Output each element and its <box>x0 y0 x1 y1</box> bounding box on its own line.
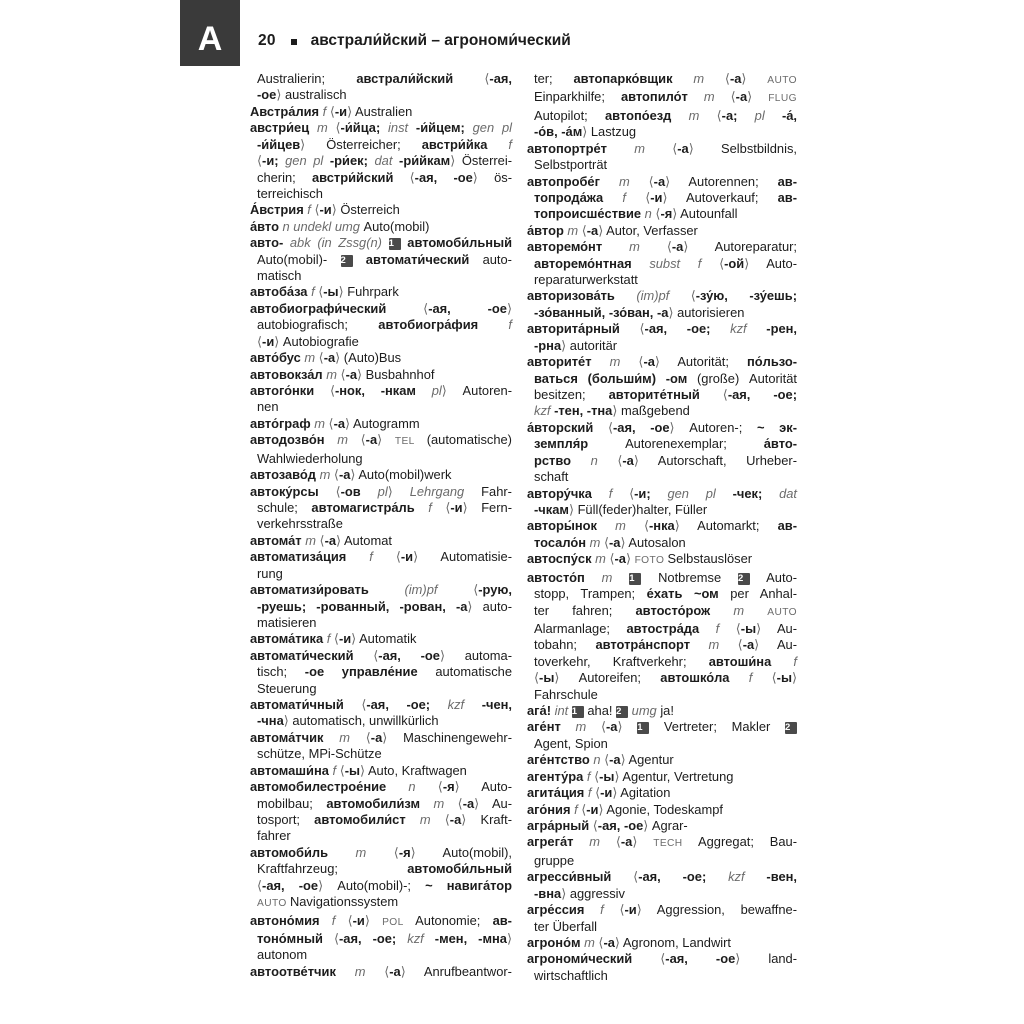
dictionary-line: autobiografisch; автобиогра́фия f <box>257 317 513 333</box>
dictionary-line: Auto(mobil)- 2 автомати́ческий auto- <box>257 251 512 267</box>
dictionary-line: а́вто n undekl umg Auto(mobil) <box>250 218 430 234</box>
dictionary-content <box>250 71 797 984</box>
dictionary-line: Fahrschule <box>534 686 598 702</box>
dictionary-line: schütze, MPi-Schütze <box>257 746 382 762</box>
dictionary-line: авторемо́нт m ⟨-а⟩ Autoreparatur; <box>527 239 797 255</box>
dictionary-line: автору́чка f ⟨-и; gen pl -чек; dat <box>527 485 797 501</box>
dictionary-line: cherin; австри́йский ⟨-ая, -ое⟩ ös- <box>257 169 512 185</box>
dictionary-line: авторита́рный ⟨-ая, -ое; kzf -рен, <box>527 321 798 337</box>
dictionary-line: автома́тика f ⟨-и⟩ Automatik <box>250 631 417 647</box>
dictionary-line: автовокза́л m ⟨-а⟩ Busbahnhof <box>250 366 435 382</box>
dictionary-line: Autopilot; автопо́езд m ⟨-а; pl -а́, <box>534 107 798 123</box>
dictionary-line: autonom <box>257 947 308 963</box>
dictionary-line: рство n ⟨-а⟩ Autorschaft, Urheber- <box>534 452 797 468</box>
dictionary-line: агресси́вный ⟨-ая, -ое; kzf -вен, <box>527 869 798 885</box>
dictionary-line: tosport; автомобили́ст m ⟨-а⟩ Kraft- <box>257 811 512 827</box>
dictionary-line: автодозво́н m ⟨-а⟩ TEL (automatische) <box>250 432 512 448</box>
dictionary-line: агенту́ра f ⟨-ы⟩ Agentur, Vertretung <box>527 768 734 784</box>
dictionary-line: агрономи́ческий ⟨-ая, -ое⟩ land- <box>527 951 797 967</box>
dictionary-line: авторизова́ть (im)pf ⟨-зу́ю, -зу́ешь; <box>527 288 797 304</box>
dictionary-line: -ое⟩ australisch <box>257 87 347 103</box>
dictionary-line: автомаши́на f ⟨-ы⟩ Auto, Kraftwagen <box>250 762 467 778</box>
dictionary-line: tobahn; автотра́нспорт m ⟨-а⟩ Au- <box>534 637 797 653</box>
dictionary-line: аге́нтство n ⟨-а⟩ Agentur <box>527 752 674 768</box>
dictionary-line: verkehrsstraße <box>257 516 343 532</box>
dictionary-line: аго́ния f ⟨-и⟩ Agonie, Todeskampf <box>527 801 723 817</box>
dictionary-line: автоматиза́ция f ⟨-и⟩ Automatisie- <box>250 549 513 565</box>
dictionary-line: А́встрия f ⟨-и⟩ Österreich <box>250 202 400 218</box>
tab-letter: A <box>197 19 223 58</box>
dictionary-line: авторите́т m ⟨-а⟩ Autorität; по́льзо- <box>527 354 797 370</box>
right-column <box>527 71 797 984</box>
dictionary-line: а́втор m ⟨-а⟩ Autor, Verfasser <box>527 222 698 238</box>
dictionary-line: besitzen; авторите́тный ⟨-ая, -ое; <box>534 387 797 403</box>
dictionary-line: reparaturwerkstatt <box>534 272 638 288</box>
dictionary-line: агроно́м m ⟨-а⟩ Agronom, Landwirt <box>527 934 732 950</box>
dictionary-line: Agent, Spion <box>534 735 608 751</box>
dictionary-line: -чкам⟩ Füll(feder)halter, Füller <box>534 501 708 517</box>
guide-words: австрали́йский – агрономи́ческий <box>310 32 571 49</box>
dictionary-line: -рна⟩ autoritär <box>534 337 618 353</box>
dictionary-line: автомати́чный ⟨-ая, -ое; kzf -чен, <box>250 697 513 713</box>
dictionary-line: -зо́ванный, -зо́ван, -а⟩ autorisieren <box>534 304 745 320</box>
dictionary-line: авто́граф m ⟨-а⟩ Autogramm <box>250 415 420 431</box>
dictionary-line: автома́т m ⟨-а⟩ Automat <box>250 532 392 548</box>
dictionary-line: terreichisch <box>257 185 323 201</box>
dictionary-line: Selbstporträt <box>534 157 608 173</box>
dictionary-line: gruppe <box>534 852 575 868</box>
dictionary-line: автоку́рсы ⟨-ов pl⟩ Lehrgang Fahr- <box>250 483 512 499</box>
dictionary-line: ⟨-ая, -ое⟩ Auto(mobil)-; ~ навига́тор <box>257 877 513 893</box>
dictionary-line: авто- abk (in Zssg(n) 1 автомоби́льный <box>250 235 512 251</box>
dictionary-line: toverkehr, Kraftverkehr; автоши́на f <box>534 653 797 669</box>
dictionary-line: агра́рный ⟨-ая, -ое⟩ Agrar- <box>527 817 688 833</box>
dictionary-line: аге́нт m ⟨-а⟩ 1 Vertreter; Makler 2 <box>527 719 797 735</box>
dictionary-line: автобиографи́ческий ⟨-ая, -ое⟩ <box>250 300 512 316</box>
dictionary-line: австри́ец m ⟨-и́йца; inst -и́йцем; gen pl <box>250 120 512 136</box>
dictionary-line: ага́! int 1 aha! 2 umg ja! <box>527 703 674 719</box>
dictionary-line: авторемо́нтная subst f ⟨-ой⟩ Auto- <box>534 255 797 271</box>
thumb-index-tab <box>180 0 240 66</box>
dictionary-line: -о́в, -а́м⟩ Lastzug <box>534 124 637 140</box>
dictionary-line: Australierin; австрали́йский ⟨-ая, <box>257 71 512 86</box>
dictionary-line: а́вторский ⟨-ая, -ое⟩ Autoren-; ~ эк- <box>527 419 797 435</box>
dictionary-line: Wahlwiederholung <box>257 450 363 466</box>
dictionary-line: автопробе́г m ⟨-а⟩ Autorennen; ав- <box>527 173 798 189</box>
dictionary-line: ⟨-и; gen pl -ри́ек; dat -ри́йкам⟩ Österrei- <box>257 153 512 169</box>
dictionary-line: rung <box>257 565 283 581</box>
dictionary-line: авторы́нок m ⟨-нка⟩ Automarkt; ав- <box>527 518 797 534</box>
dictionary-line: wirtschaftlich <box>534 967 608 983</box>
dictionary-line: автосто́п m 1 Notbremse 2 Auto- <box>527 569 797 585</box>
dictionary-line: -и́йцев⟩ Österreicher; австри́йка f <box>257 136 512 152</box>
dictionary-line: земпля́р Autorenexemplar; а́вто- <box>534 436 797 452</box>
dictionary-line: авто́бус m ⟨-а⟩ (Auto)Bus <box>250 350 402 366</box>
dictionary-line: schule; автомагистра́ль f ⟨-и⟩ Fern- <box>257 499 512 515</box>
dictionary-line: автоотве́тчик m ⟨-а⟩ Anrufbeantwor- <box>250 963 512 979</box>
dictionary-line: Steuerung <box>257 680 317 696</box>
dictionary-line: matisch <box>257 268 302 284</box>
square-bullet-icon <box>291 39 297 45</box>
page-header <box>258 32 571 50</box>
dictionary-line: ваться (больши́м) -ом (große) Autorität <box>534 370 797 386</box>
dictionary-line: schaft <box>534 469 569 485</box>
dictionary-line: тосало́н m ⟨-а⟩ Autosalon <box>534 534 686 550</box>
dictionary-line: агре́ссия f ⟨-и⟩ Aggression, bewaffne- <box>527 902 797 918</box>
page-number: 20 <box>258 32 276 49</box>
dictionary-line: топрода́жа f ⟨-и⟩ Autoverkauf; ав- <box>534 189 798 205</box>
dictionary-line: mobilbau; автомобили́зм m ⟨-а⟩ Au- <box>257 795 512 811</box>
dictionary-line: Kraftfahrzeug; автомоби́льный <box>257 861 512 877</box>
left-column <box>250 71 512 984</box>
dictionary-line: kzf -тен, -тна⟩ maßgebend <box>534 403 690 419</box>
dictionary-line: Einparkhilfe; автопило́т m ⟨-а⟩ FLUG <box>534 89 797 105</box>
dictionary-line: автого́нки ⟨-нок, -нкам pl⟩ Autoren- <box>250 383 512 399</box>
dictionary-line: автозаво́д m ⟨-а⟩ Auto(mobil)werk <box>250 467 452 483</box>
dictionary-line: fahrer <box>257 828 291 844</box>
dictionary-line: автоно́мия f ⟨-и⟩ POL Autonomie; ав- <box>250 912 512 928</box>
dictionary-line: -руешь; -рованный, -рован, -а⟩ auto- <box>257 598 512 614</box>
dictionary-line: AUTO Navigationssystem <box>257 894 399 910</box>
dictionary-line: топроисше́ствие n ⟨-я⟩ Autounfall <box>534 206 738 222</box>
dictionary-line: tisch; -ое управле́ние automatische <box>257 664 512 680</box>
dictionary-line: stopp, Trampen; е́хать ~ом per Anhal- <box>534 586 797 602</box>
dictionary-line: автоба́за f ⟨-ы⟩ Fuhrpark <box>250 284 399 300</box>
dictionary-line: nen <box>257 399 279 415</box>
dictionary-line: агита́ция f ⟨-и⟩ Agitation <box>527 785 671 801</box>
dictionary-line: агрега́т m ⟨-а⟩ TECH Aggregat; Bau- <box>527 834 797 850</box>
dictionary-line: ter fahren; автосто́рож m AUTO <box>534 602 797 618</box>
dictionary-line: ⟨-ы⟩ Autoreifen; автошко́ла f ⟨-ы⟩ <box>534 670 797 686</box>
dictionary-line: -вна⟩ aggressiv <box>534 885 625 901</box>
dictionary-line: автопортре́т m ⟨-а⟩ Selbstbildnis, <box>527 140 797 156</box>
dictionary-line: -чна⟩ automatisch, unwillkürlich <box>257 713 439 729</box>
dictionary-line: автома́тчик m ⟨-а⟩ Maschinengewehr- <box>250 729 512 745</box>
dictionary-line: ter; автопарко́вщик m ⟨-а⟩ AUTO <box>534 71 797 86</box>
dictionary-line: matisieren <box>257 614 317 630</box>
dictionary-line: тоно́мный ⟨-ая, -ое; kzf -мен, -мна⟩ <box>257 930 512 946</box>
dictionary-line: автомоби́ль m ⟨-я⟩ Auto(mobil), <box>250 844 512 860</box>
dictionary-line: автомати́ческий ⟨-ая, -ое⟩ automa- <box>250 647 513 663</box>
dictionary-line: автоспу́ск m ⟨-а⟩ FOTO Selbstauslöser <box>527 551 753 567</box>
dictionary-line: Alarmanlage; автостра́да f ⟨-ы⟩ Au- <box>534 620 797 636</box>
dictionary-line: автомобилестрое́ние n ⟨-я⟩ Auto- <box>250 779 512 795</box>
dictionary-line: ⟨-и⟩ Autobiografie <box>257 333 359 349</box>
dictionary-line: Австра́лия f ⟨-и⟩ Australien <box>250 103 413 119</box>
dictionary-line: ter Überfall <box>534 918 598 934</box>
dictionary-line: автоматизи́ровать (im)pf ⟨-рую, <box>250 582 512 598</box>
